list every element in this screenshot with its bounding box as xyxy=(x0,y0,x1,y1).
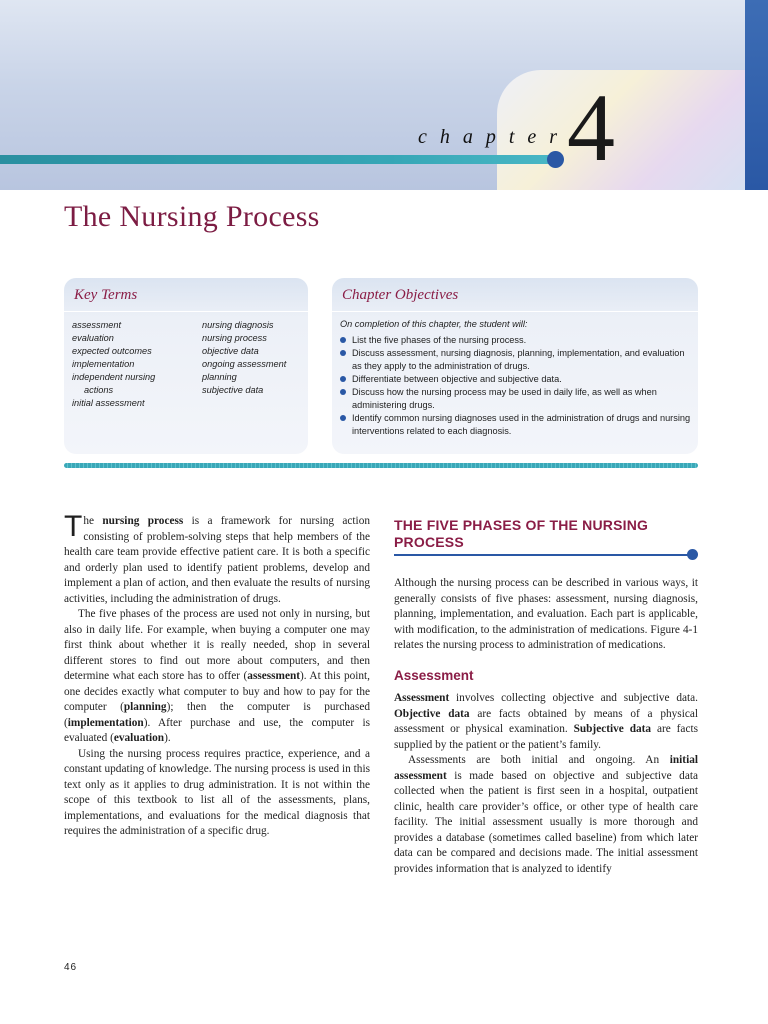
bullet-icon xyxy=(340,350,346,356)
key-terms-box xyxy=(64,278,308,454)
bullet-icon xyxy=(340,376,346,382)
objective-item xyxy=(340,373,692,386)
text-run: ). xyxy=(164,732,171,744)
objective-item xyxy=(340,347,692,373)
body-paragraph xyxy=(394,691,698,753)
text-run: is made based on objective and subjective data collected when the patient is first seen in a hospital, outpatient clinic, health care provider’s office, or other type of health care facility. The initial assessment usually is more thorough and provides a database (sometimes called baseline) from which later data can be compared and decisions made. The initial assessment provides information that is analyzed to identify xyxy=(394,769,698,875)
objective-text: Differentiate between objective and subjective data. xyxy=(352,374,562,384)
key-term: independent nursing xyxy=(72,372,156,382)
bullet-icon xyxy=(340,415,346,421)
body-paragraph: Using the nursing process requires practice, experience, and a constant updating of knowledge. The nursing process is used in this text only as it applies to drug administration. It is not within the scope of this textbook to list all of the assessments, plans, implementations, and evaluations for the medical diagnosis that requires the administration of a specific drug. xyxy=(64,747,370,837)
text-run: ). At this point, one decides exactly what computer to buy and how to pay for the computer ( xyxy=(64,670,370,713)
key-terms-column-1 xyxy=(72,319,192,410)
text-run: Assessments are both initial and ongoing. An xyxy=(408,754,670,766)
header-rule xyxy=(0,155,555,164)
body-paragraph xyxy=(394,753,698,877)
section-heading-rule xyxy=(394,554,690,556)
chapter-objectives-box xyxy=(332,278,698,454)
chapter-number: 4 xyxy=(567,74,615,181)
key-term: nursing process xyxy=(202,333,267,343)
bullet-icon xyxy=(340,389,346,395)
key-terms-title: Key Terms xyxy=(74,287,138,303)
header-side-stripe xyxy=(745,0,768,190)
key-terms-column-2 xyxy=(202,319,312,397)
bold-term: planning xyxy=(123,701,167,713)
bold-term: Subjective data xyxy=(573,723,652,735)
page-title: The Nursing Process xyxy=(64,200,320,233)
key-term: planning xyxy=(202,372,237,382)
right-text-column xyxy=(394,576,698,877)
subheading-assessment: Assessment xyxy=(394,667,474,683)
bold-term: Assessment xyxy=(394,692,450,704)
key-terms-rule xyxy=(64,311,308,312)
objective-item xyxy=(340,412,692,438)
bold-term: initial assessment xyxy=(394,754,698,782)
key-term: subjective data xyxy=(202,385,264,395)
section-heading: THE FIVE PHASES OF THE NURSING PROCESS xyxy=(394,517,649,550)
bold-term: assessment xyxy=(247,670,301,682)
text-run: is a framework for nursing action consisting of problem-solving steps that help members of the health care team provide effective patient care. It is both a specific and orderly plan used to identify patient problems, develop and implement a plan of action, and then evaluate the results of nursing activities, including the administration of drugs. xyxy=(64,515,370,605)
section-divider xyxy=(64,463,698,468)
text-run: are facts supplied by the patient or the patient’s family. xyxy=(394,723,698,751)
text-run: he xyxy=(83,515,103,527)
text-run: ). After purchase and use, the computer is evaluated ( xyxy=(64,716,370,744)
objectives-list xyxy=(340,334,692,438)
bold-term: nursing process xyxy=(102,515,184,527)
bold-term: evaluation xyxy=(113,732,165,744)
text-run: involves collecting objective and subjective data. xyxy=(449,692,698,704)
chapter-label: chapter xyxy=(418,126,571,148)
key-term: nursing diagnosis xyxy=(202,320,274,330)
key-term: ongoing assessment xyxy=(202,359,287,369)
key-term: assessment xyxy=(72,320,122,330)
objective-text: Discuss assessment, nursing diagnosis, planning, implementation, and evaluation as they apply to the administration of drugs. xyxy=(352,348,685,371)
text-run: ); then the computer is purchased ( xyxy=(64,701,370,729)
key-term: objective data xyxy=(202,346,259,356)
objective-text: Discuss how the nursing process may be used in daily life, as well as when administering drugs. xyxy=(352,387,657,410)
header-rule-dot xyxy=(547,151,564,168)
bold-term: implementation xyxy=(67,716,144,729)
objective-text: List the five phases of the nursing process. xyxy=(352,335,527,345)
key-term: actions xyxy=(84,385,114,395)
left-text-column xyxy=(64,510,370,840)
body-paragraph: Although the nursing process can be described in various ways, it generally consists of five phases: assessment, nursing diagnosis, planning, implementation, and evaluation. Each part is applicable, with modification, to the administration of medications. Figure 4-1 relates the nursing process to administration of medications. xyxy=(394,577,698,651)
chapter-objectives-rule xyxy=(332,311,698,312)
key-term: implementation xyxy=(72,359,135,369)
bold-term: Objective data xyxy=(394,707,470,720)
intro-paragraph xyxy=(64,510,370,607)
key-term: initial assessment xyxy=(72,398,145,408)
section-heading-rule-dot xyxy=(687,549,698,560)
objective-item xyxy=(340,334,692,347)
drop-cap: T xyxy=(64,510,83,543)
chapter-objectives-title: Chapter Objectives xyxy=(342,287,459,303)
objective-item xyxy=(340,386,692,412)
page-number: 46 xyxy=(64,962,78,973)
key-term: expected outcomes xyxy=(72,346,152,356)
bullet-icon xyxy=(340,337,346,343)
text-run: The five phases of the process are used not only in nursing, but also in daily life. For example, when buying a computer one may first think about whether it is really needed, shop in several different stores to find out more about computers, and then determine what each store has to offer ( xyxy=(64,608,370,682)
text-run: are facts obtained by means of a physical assessment or physical examination. xyxy=(394,707,698,735)
body-paragraph xyxy=(64,607,370,747)
key-term: evaluation xyxy=(72,333,114,343)
objectives-intro: On completion of this chapter, the student will: xyxy=(340,319,528,329)
objective-text: Identify common nursing diagnoses used in the administration of drugs and nursing interventions related to each diagnosis. xyxy=(352,413,691,436)
